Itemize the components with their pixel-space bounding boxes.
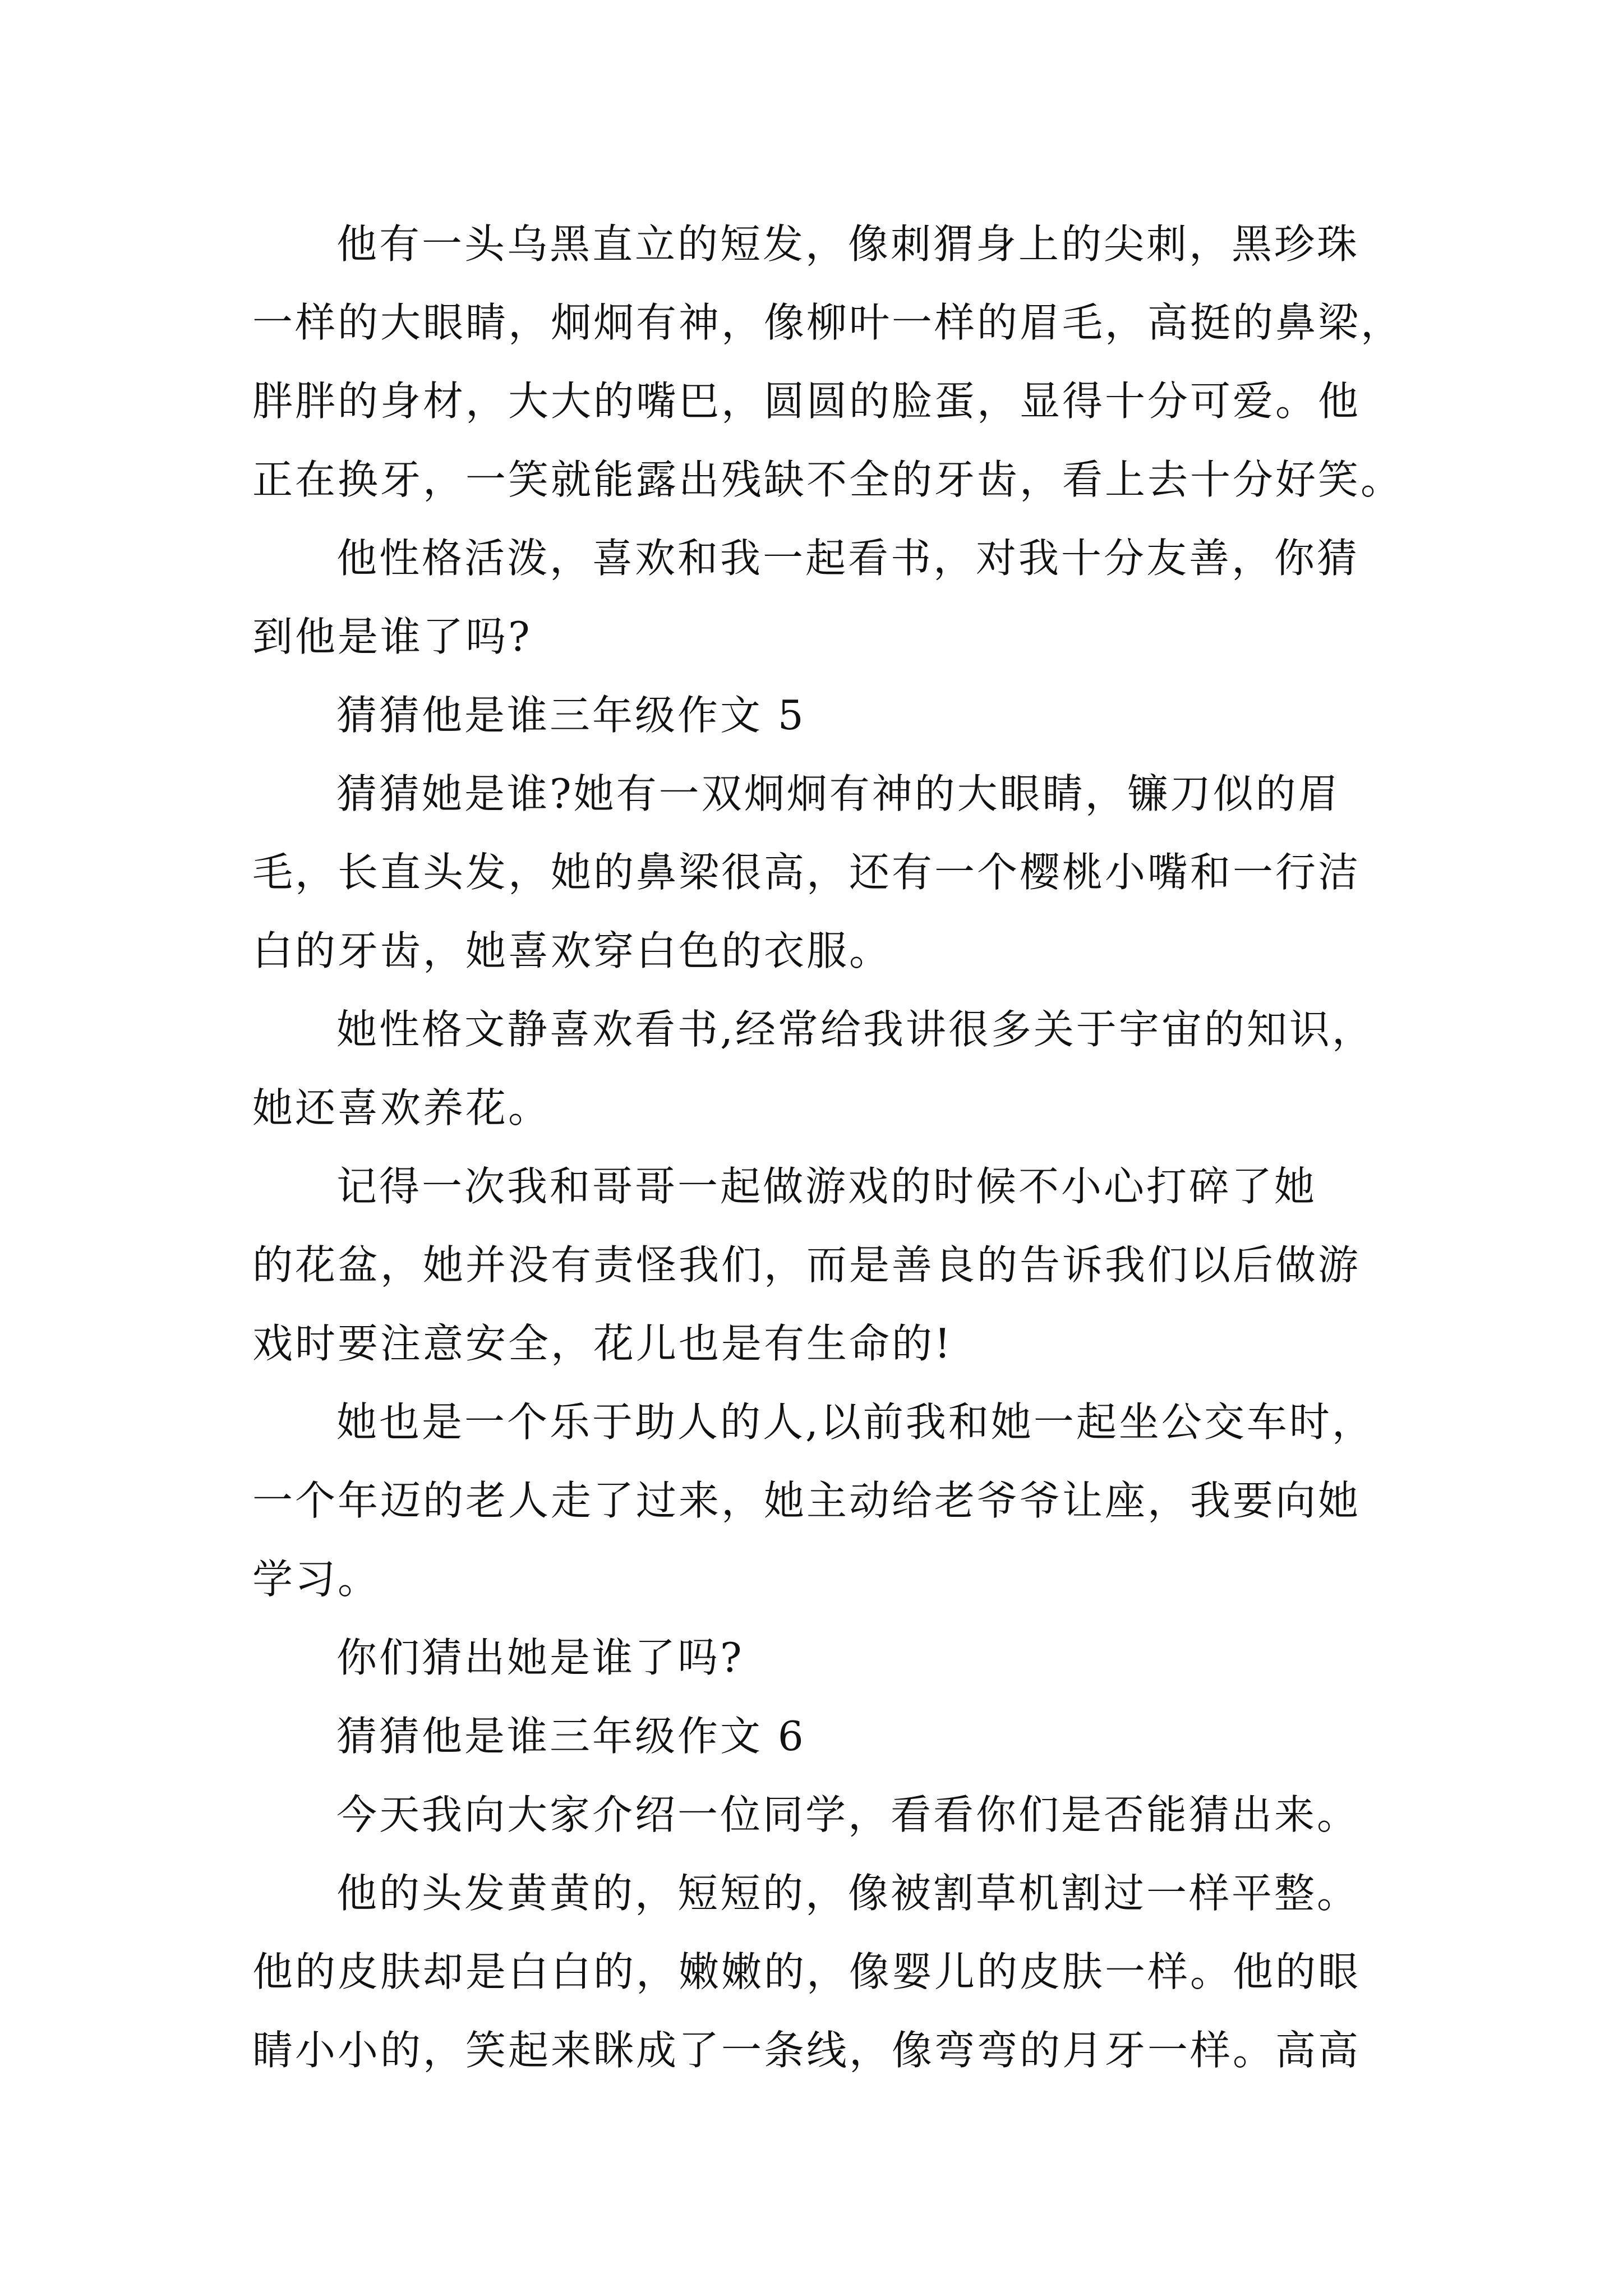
text-line: 他的头发黄黄的，短短的，像被割草机割过一样平整。 — [336, 1870, 1360, 1917]
section-heading: 猜猜他是谁三年级作文 6 — [336, 1713, 806, 1760]
text-line: 戏时要注意安全，花儿也是有生命的! — [252, 1320, 953, 1367]
text-line: 他性格活泼，喜欢和我一起看书，对我十分友善，你猜 — [336, 535, 1360, 582]
text-line: 的花盆，她并没有责怪我们，而是善良的告诉我们以后做游 — [252, 1241, 1361, 1289]
text-line: 到他是谁了吗? — [252, 613, 532, 660]
text-line: 毛，长直头发，她的鼻梁很高，还有一个樱桃小嘴和一行洁 — [252, 849, 1361, 896]
text-line: 胖胖的身材，大大的嘴巴，圆圆的脸蛋，显得十分可爱。他 — [252, 378, 1361, 425]
text-line: 学习。 — [252, 1556, 381, 1603]
text-line: 正在换牙，一笑就能露出残缺不全的牙齿，看上去十分好笑。 — [252, 456, 1404, 503]
text-line: 白的牙齿，她喜欢穿白色的衣服。 — [252, 927, 892, 974]
text-line: 她性格文静喜欢看书,经常给我讲很多关于宇宙的知识， — [336, 1006, 1375, 1053]
text-line: 猜猜她是谁?她有一双炯炯有神的大眼睛，镰刀似的眉 — [336, 770, 1341, 817]
text-line: 一样的大眼睛，炯炯有神，像柳叶一样的眉毛，高挺的鼻梁， — [252, 299, 1404, 346]
text-line: 他有一头乌黑直立的短发，像刺猬身上的尖刺，黑珍珠 — [336, 220, 1360, 268]
text-line: 睛小小的，笑起来眯成了一条线，像弯弯的月牙一样。高高 — [252, 2027, 1361, 2074]
text-line: 她还喜欢养花。 — [252, 1084, 551, 1131]
text-line: 今天我向大家介绍一位同学，看看你们是否能猜出来。 — [336, 1791, 1360, 1838]
text-line: 一个年迈的老人走了过来，她主动给老爷爷让座，我要向她 — [252, 1477, 1361, 1524]
section-heading: 猜猜他是谁三年级作文 5 — [336, 692, 806, 739]
text-line: 她也是一个乐于助人的人,以前我和她一起坐公交车时， — [336, 1398, 1375, 1446]
text-line: 你们猜出她是谁了吗? — [336, 1634, 744, 1681]
text-line: 他的皮肤却是白白的，嫩嫩的，像婴儿的皮肤一样。他的眼 — [252, 1948, 1361, 1995]
text-line: 记得一次我和哥哥一起做游戏的时候不小心打碎了她 — [336, 1163, 1317, 1210]
